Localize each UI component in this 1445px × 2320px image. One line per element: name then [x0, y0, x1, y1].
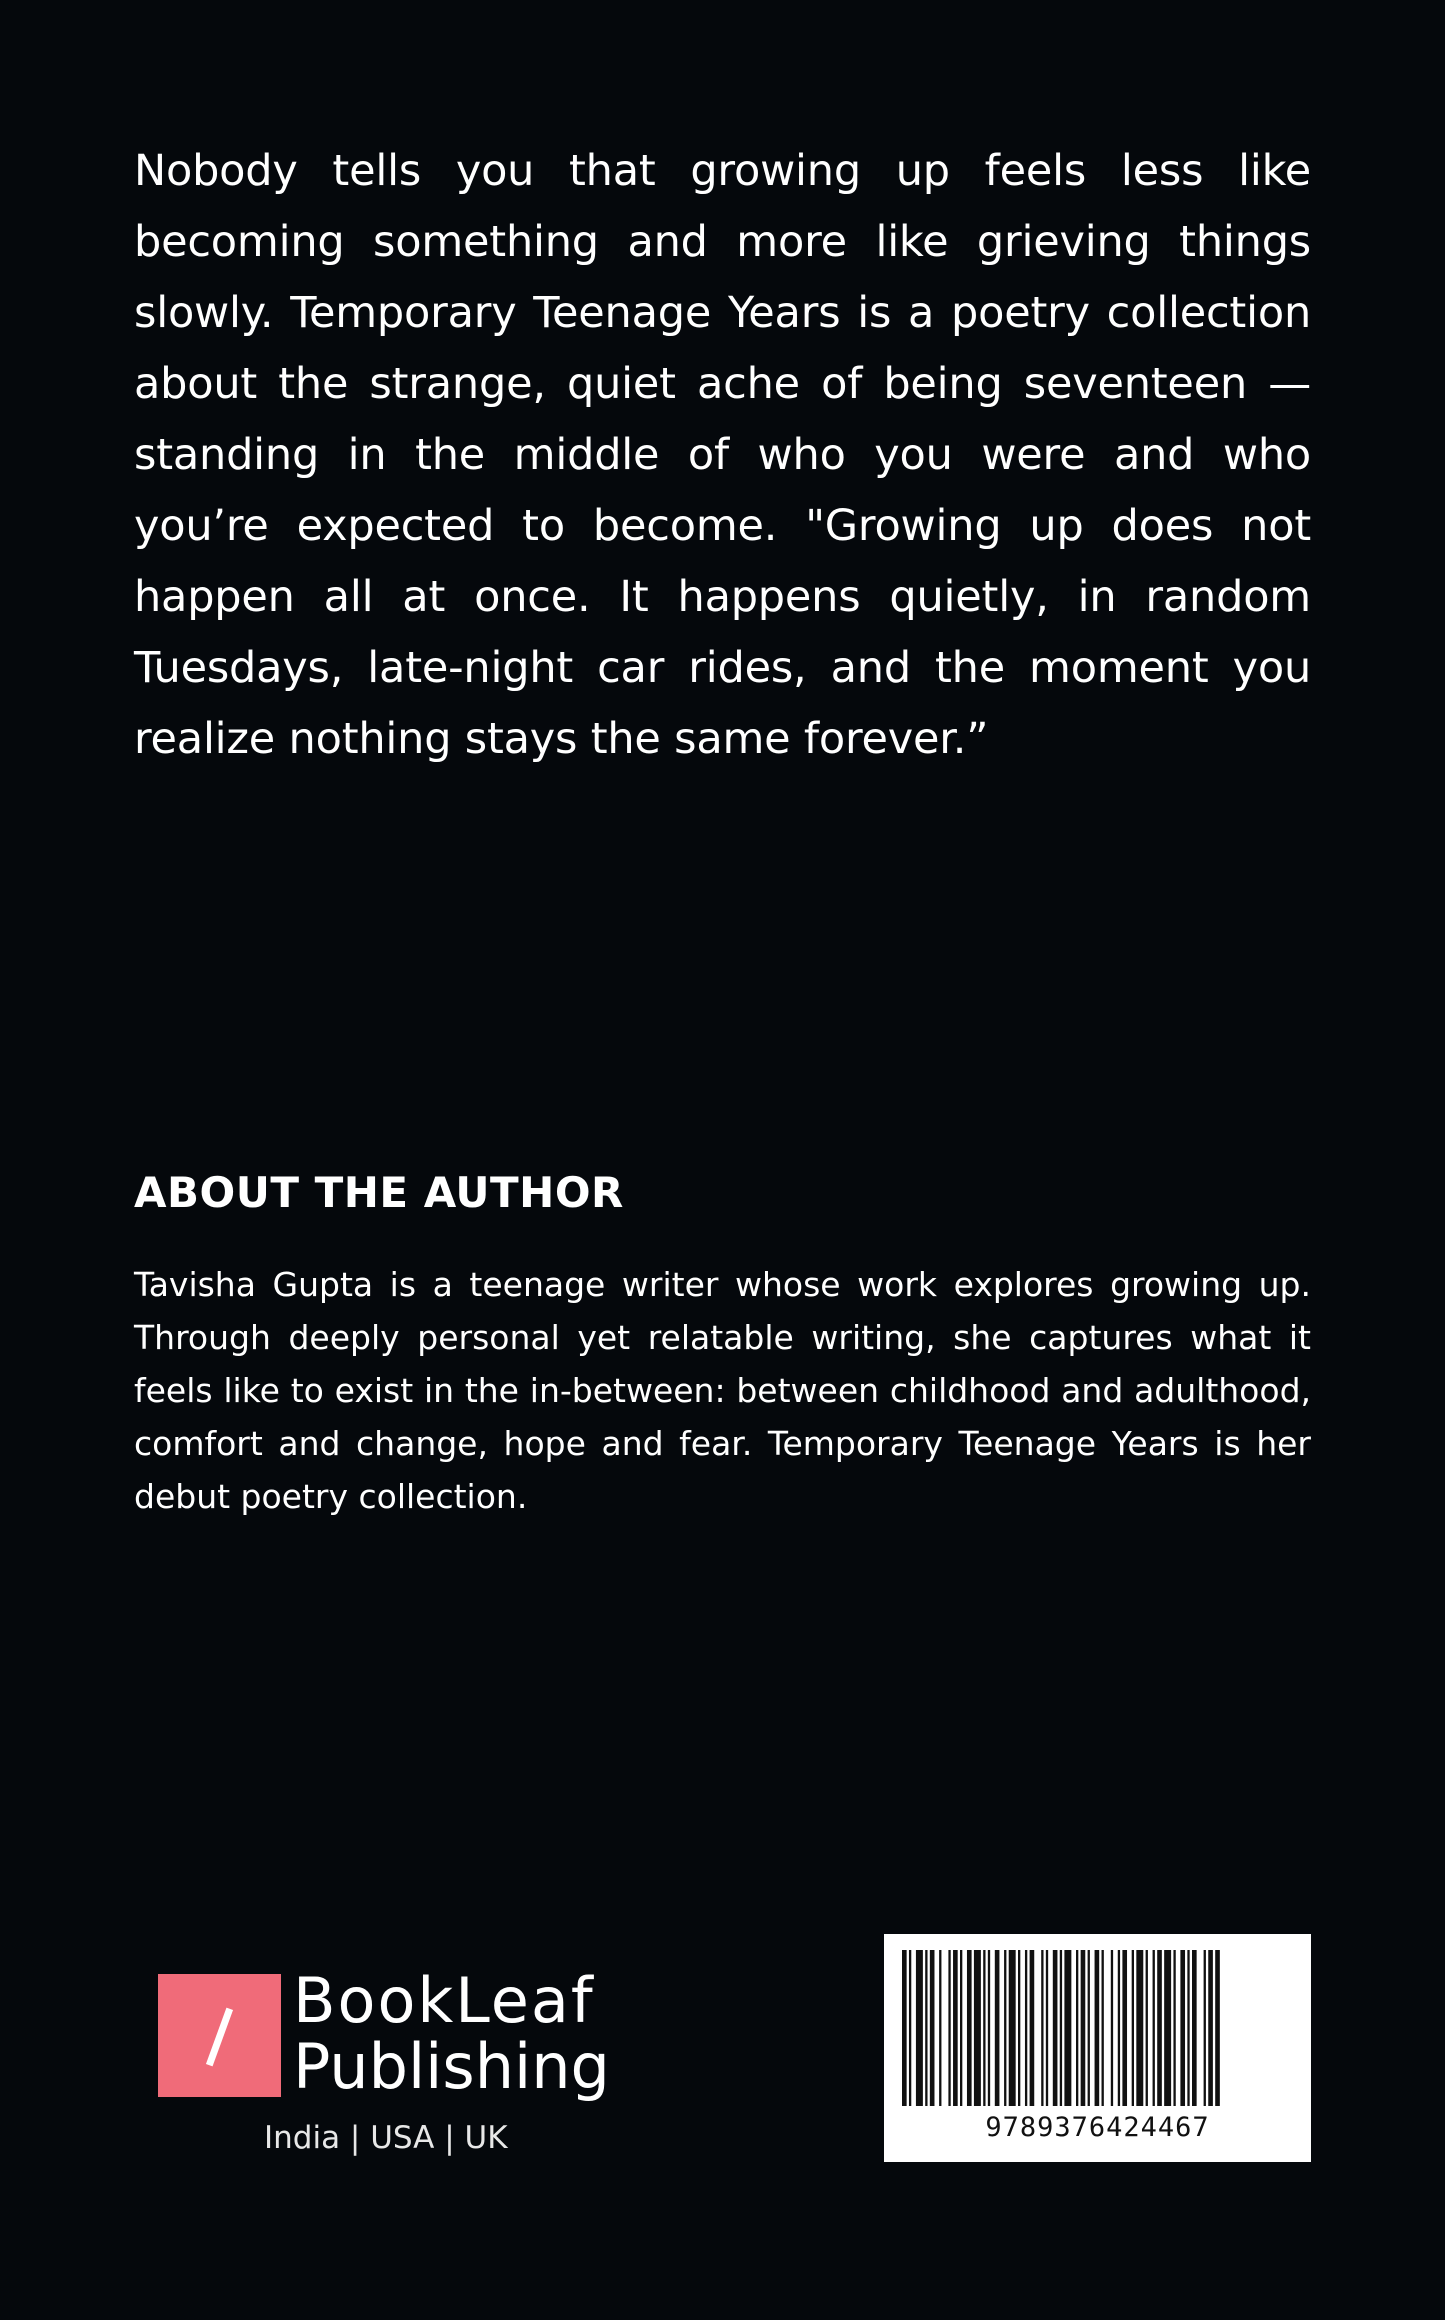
publisher-name-line1: BookLeaf: [293, 1964, 595, 2037]
about-author-heading: ABOUT THE AUTHOR: [134, 1168, 624, 1217]
publisher-logo: [158, 1964, 628, 2170]
about-author-text: Tavisha Gupta is a teenage writer whose work explores growing up. Through deeply personal yet relatable writing, she captures what it feels like to exist in the in-between: between childhood and adulthood, comfort and change, hope and fear. Temporary Teenage Years is her debut poetry collection.: [134, 1265, 1311, 1516]
publisher-name-line2: Publishing: [293, 2030, 610, 2103]
publisher-logo-mark-icon: [158, 1974, 281, 2097]
publisher-regions: India | USA | UK: [264, 2120, 508, 2156]
isbn-number: 9789376424467: [985, 2112, 1210, 2143]
barcode-bars-icon: [902, 1950, 1293, 2106]
back-cover-blurb: Nobody tells you that growing up feels less like becoming something and more like grieving things slowly. Temporary Teenage Years is a poetry collection about the strange, quiet ache of being seventeen — standing in the middle of who you were and who you’re expected to become. "Growing up does not happen all at once. It happens quietly, in random Tuesdays, late-night car rides, and the moment you realize nothing stays the same forever.”: [134, 146, 1311, 764]
isbn-barcode: [884, 1934, 1311, 2162]
